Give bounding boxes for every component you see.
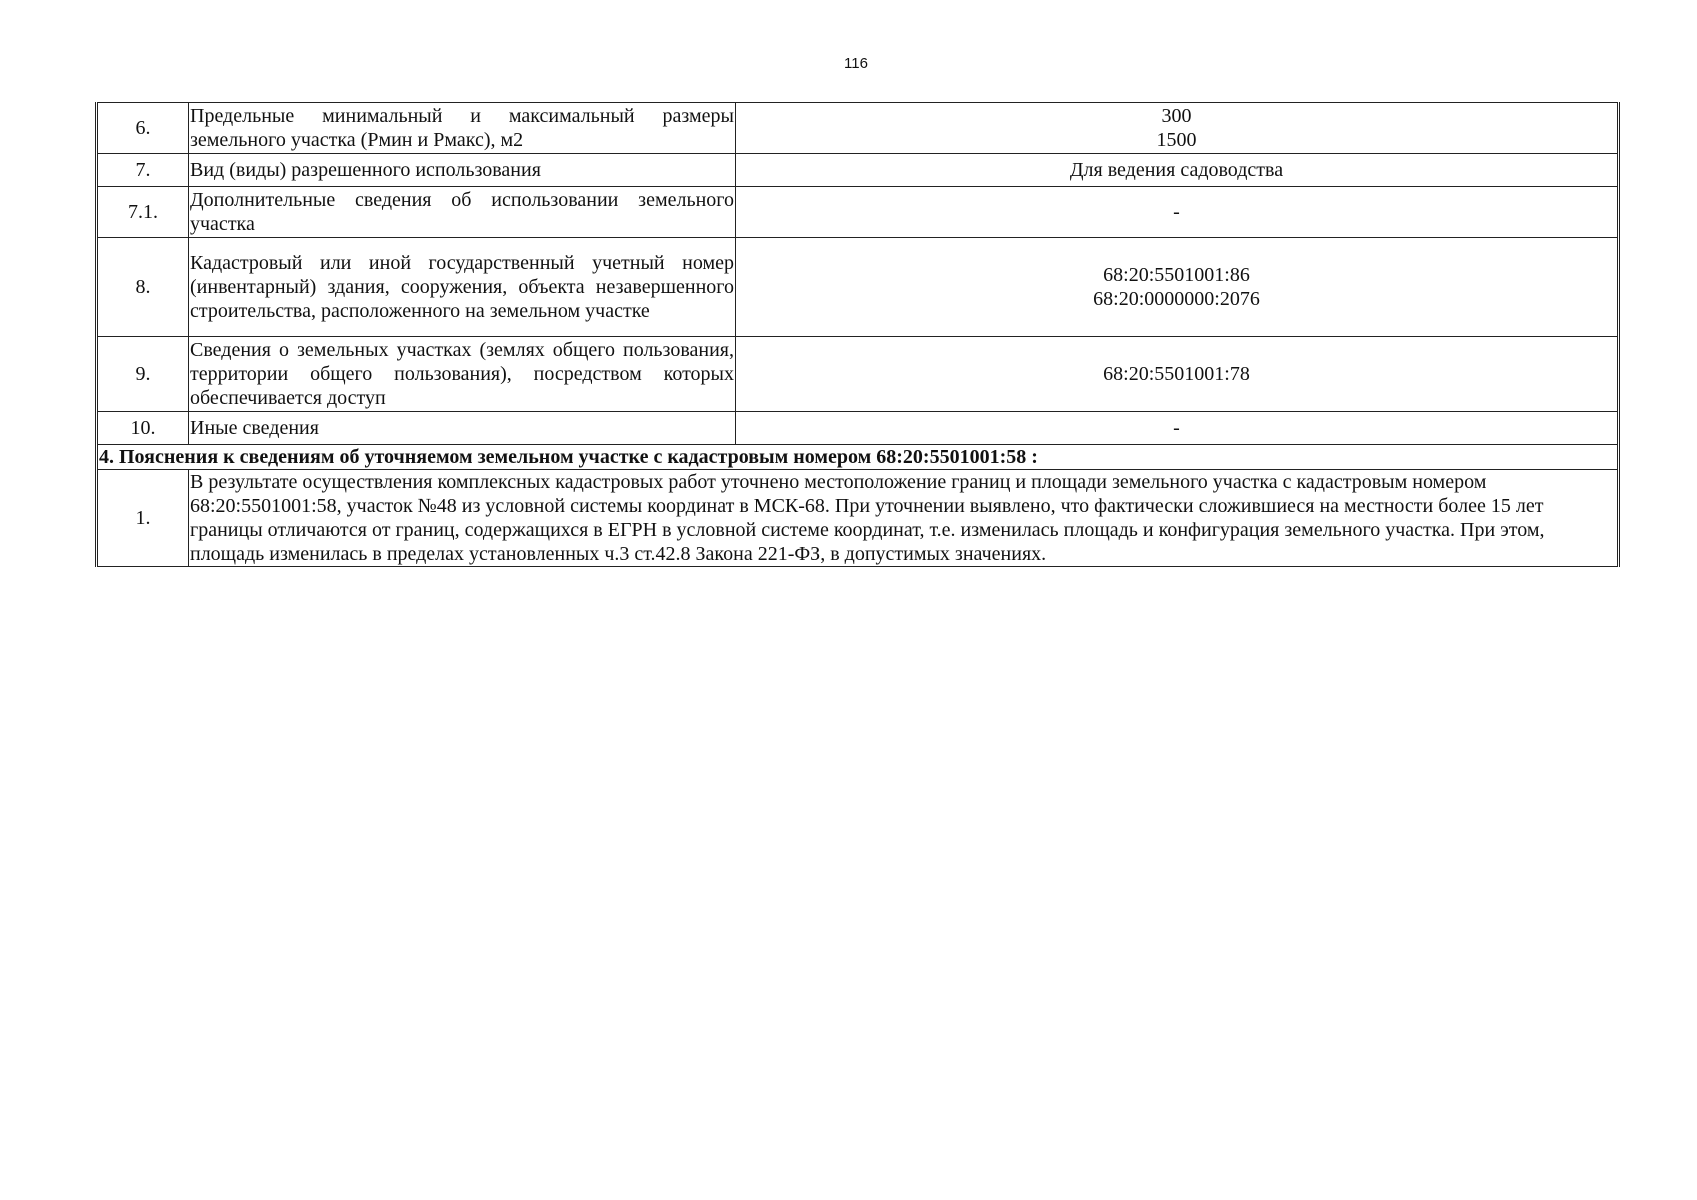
row-value	[736, 103, 1619, 154]
page-number: 116	[844, 55, 868, 72]
parcel-info-table	[95, 102, 1620, 567]
table-row	[97, 103, 1619, 154]
section-title: 4. Пояснения к сведениям об уточняемом земельном участке с кадастровым номером 68:20:5501001:58 :	[97, 445, 1619, 470]
table-row	[97, 412, 1619, 445]
row-value: -	[736, 187, 1619, 238]
row-number: 7.	[97, 154, 189, 187]
row-label: Дополнительные сведения об использовании земельного участка	[189, 187, 736, 238]
table-row	[97, 187, 1619, 238]
row-number: 7.1.	[97, 187, 189, 238]
row-label: Сведения о земельных участках (землях общего пользования, территории общего пользования), посредством которых обеспечивается доступ	[189, 337, 736, 412]
row-value-line: 68:20:0000000:2076	[1093, 288, 1260, 310]
explanation-text: В результате осуществления комплексных кадастровых работ уточнено местоположение границ и площади земельного участка с кадастровым номером 68:20:5501001:58, участок №48 из условной системы координат в МСК-68. При уточнении выявлено, что фактически сложившиеся на местности более 15 лет границы отличаются от границ, содержащихся в ЕГРН в условной системе координат, т.е. изменилась площадь и конфигурация земельного участка. При этом, площадь изменилась в пределах установленных ч.3 ст.42.8 Закона 221-ФЗ, в допустимых значениях.	[189, 470, 1619, 567]
row-value: Для ведения садоводства	[736, 154, 1619, 187]
row-value	[736, 238, 1619, 337]
row-number: 6.	[97, 103, 189, 154]
table-row	[97, 154, 1619, 187]
row-number: 10.	[97, 412, 189, 445]
row-value-line: 68:20:5501001:86	[1103, 264, 1250, 286]
row-value-line: 1500	[1156, 129, 1197, 151]
table-row	[97, 238, 1619, 337]
row-number: 8.	[97, 238, 189, 337]
row-label: Предельные минимальный и максимальный размеры земельного участка (Рмин и Рмакс), м2	[189, 103, 736, 154]
table-row	[97, 470, 1619, 567]
row-value: -	[736, 412, 1619, 445]
row-value: 68:20:5501001:78	[736, 337, 1619, 412]
row-label: Иные сведения	[189, 412, 736, 445]
row-value-line: 300	[1161, 105, 1192, 127]
table-row	[97, 337, 1619, 412]
row-number: 1.	[97, 470, 189, 567]
section-header-row	[97, 445, 1619, 470]
row-label: Вид (виды) разрешенного использования	[189, 154, 736, 187]
row-number: 9.	[97, 337, 189, 412]
row-label: Кадастровый или иной государственный учетный номер (инвентарный) здания, сооружения, объекта незавершенного строительства, расположенного на земельном участке	[189, 238, 736, 337]
